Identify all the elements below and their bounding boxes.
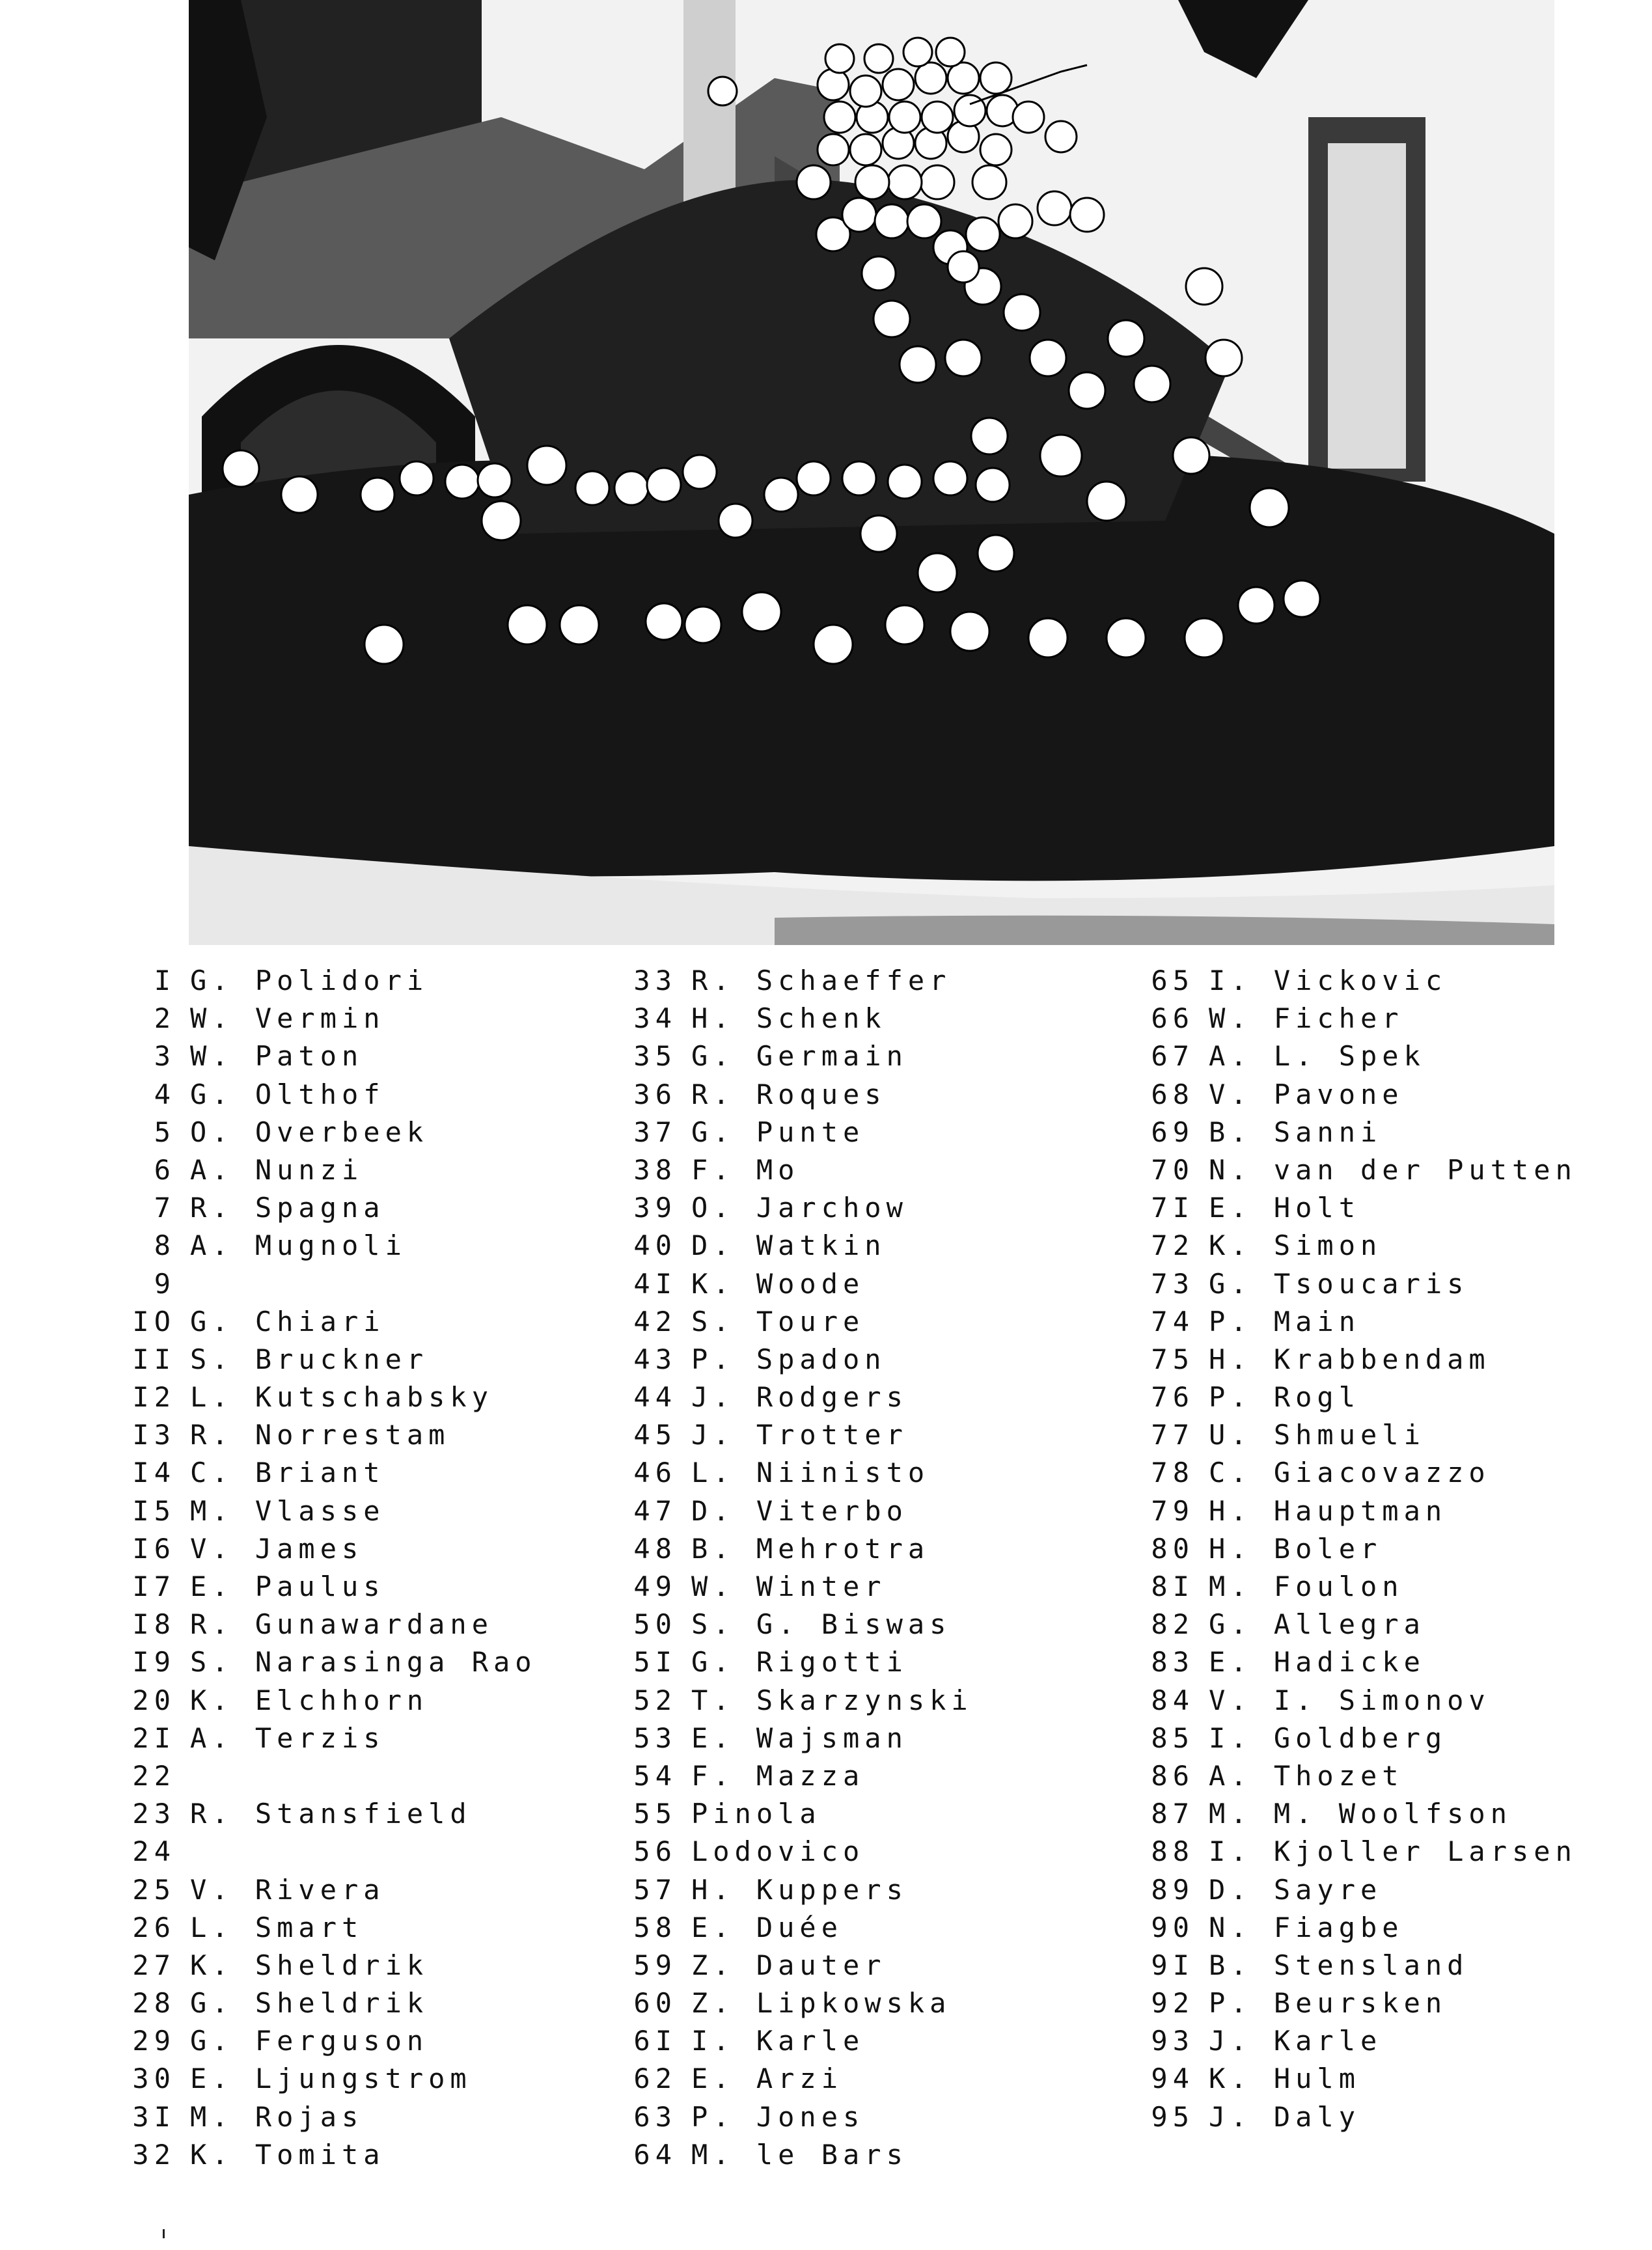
roster-entry <box>124 1720 592 1757</box>
roster-number: 22 <box>132 1759 176 1792</box>
roster-name: Pinola <box>691 1798 821 1830</box>
roster-entry <box>124 1568 592 1606</box>
roster-number: 50 <box>633 1608 677 1641</box>
roster-name: V. Pavone <box>1209 1078 1404 1110</box>
roster-number: 82 <box>1151 1608 1194 1641</box>
roster-entry <box>1142 2098 1598 2136</box>
roster-number: 49 <box>633 1571 677 1602</box>
roster-entry <box>625 1076 1120 1114</box>
roster-name: M. Foulon <box>1209 1571 1404 1602</box>
roster-entry <box>1142 1606 1598 1643</box>
roster-number: 53 <box>633 1722 677 1754</box>
roster-number: 88 <box>1151 1835 1194 1868</box>
roster-number: 93 <box>1151 2025 1194 2057</box>
roster-entry <box>1142 962 1598 1000</box>
roster-name: N. van der Putten <box>1209 1153 1577 1186</box>
roster-number: 95 <box>1151 2100 1194 2133</box>
roster-entry <box>1142 1871 1598 1909</box>
roster-name: K. Hulm <box>1209 2063 1361 2095</box>
roster-number: 7 <box>154 1192 176 1224</box>
roster-number: 69 <box>1151 1116 1194 1148</box>
roster-name: M. M. Woolfson <box>1209 1798 1513 1830</box>
roster-number: 7I <box>1151 1192 1194 1224</box>
roster-name: E. Holt <box>1209 1192 1361 1224</box>
roster-name: U. Shmueli <box>1209 1419 1425 1451</box>
roster-name: D. Viterbo <box>691 1494 908 1527</box>
roster-name: N. Fiagbe <box>1209 1911 1404 1943</box>
roster-entry <box>124 1606 592 1643</box>
roster-entry <box>1142 1303 1598 1341</box>
roster-number: 3 <box>154 1040 176 1073</box>
roster-number: 28 <box>132 1987 176 2020</box>
roster-number: 39 <box>633 1192 677 1224</box>
roster-number: I <box>154 965 176 996</box>
roster-name: R. Stansfield <box>190 1798 472 1830</box>
roster-number: 9I <box>1151 1949 1194 1981</box>
roster-name: V. Rivera <box>190 1873 385 1906</box>
roster-entry <box>625 1606 1120 1643</box>
roster-entry <box>1142 1454 1598 1492</box>
roster-entry <box>124 1909 592 1947</box>
roster-number: 78 <box>1151 1457 1194 1489</box>
roster-name: V. James <box>190 1532 364 1565</box>
roster-number: 57 <box>633 1873 677 1906</box>
roster-entry <box>625 1833 1120 1871</box>
roster-number: 86 <box>1151 1759 1194 1792</box>
roster-entry <box>1142 1265 1598 1303</box>
roster-entry <box>1142 1000 1598 1037</box>
roster-entry <box>124 1303 592 1341</box>
roster-name: G. Punte <box>691 1116 865 1148</box>
roster-entry <box>625 1265 1120 1303</box>
roster-name: K. Elchhorn <box>190 1684 429 1716</box>
roster-number: 36 <box>633 1078 677 1110</box>
roster-number: 76 <box>1151 1381 1194 1414</box>
roster-number: 20 <box>132 1684 176 1716</box>
roster-name: J. Rodgers <box>691 1381 908 1414</box>
roster-name: G. Allegra <box>1209 1608 1425 1641</box>
roster-number: 6 <box>154 1153 176 1186</box>
roster-number: 44 <box>633 1381 677 1414</box>
roster-number: 24 <box>132 1835 176 1868</box>
roster-number: 74 <box>1151 1305 1194 1338</box>
roster-number: 94 <box>1151 2063 1194 2095</box>
roster-entry <box>124 1227 592 1265</box>
roster-number: 52 <box>633 1684 677 1716</box>
roster-number: 70 <box>1151 1153 1194 1186</box>
roster-entry <box>124 1000 592 1037</box>
roster-name: K. Sheldrik <box>190 1949 429 1981</box>
roster-name: P. Main <box>1209 1305 1361 1338</box>
roster-name: H. Boler <box>1209 1532 1383 1565</box>
roster-entry <box>625 1720 1120 1757</box>
roster-entry <box>625 1189 1120 1227</box>
roster-number: II <box>132 1343 176 1375</box>
roster-number: 2I <box>132 1722 176 1754</box>
roster-number: 83 <box>1151 1646 1194 1679</box>
roster-number: 77 <box>1151 1419 1194 1451</box>
roster-name: Lodovico <box>691 1835 865 1868</box>
roster-name: P. Spadon <box>691 1343 887 1375</box>
roster-name: F. Mazza <box>691 1759 865 1792</box>
roster-number: 4 <box>154 1078 176 1110</box>
roster-number: I3 <box>132 1419 176 1451</box>
roster-number: 92 <box>1151 1987 1194 2020</box>
roster-number: 33 <box>633 965 677 996</box>
roster-name: A. Thozet <box>1209 1759 1404 1792</box>
roster-name: O. Overbeek <box>190 1116 429 1148</box>
roster-name: M. Rojas <box>190 2100 364 2133</box>
roster-entry <box>124 1379 592 1416</box>
roster-number: 80 <box>1151 1532 1194 1565</box>
roster-entry <box>625 1303 1120 1341</box>
roster-number: 3I <box>132 2100 176 2133</box>
roster-entry <box>124 1265 592 1303</box>
roster-entry <box>625 1643 1120 1681</box>
roster-name: W. Winter <box>691 1571 887 1602</box>
roster-entry <box>625 1114 1120 1151</box>
roster-number: 30 <box>132 2063 176 2095</box>
roster-name: A. L. Spek <box>1209 1040 1425 1073</box>
roster-name: D. Sayre <box>1209 1873 1383 1906</box>
roster-name: W. Vermin <box>190 1002 385 1035</box>
name-roster <box>124 962 1588 2199</box>
roster-entry <box>124 2136 592 2174</box>
roster-name: K. Tomita <box>190 2138 385 2171</box>
roster-name: H. Hauptman <box>1209 1494 1448 1527</box>
roster-entry <box>1142 1416 1598 1454</box>
roster-entry <box>124 1454 592 1492</box>
roster-entry <box>625 962 1120 1000</box>
roster-entry <box>1142 1189 1598 1227</box>
roster-number: 8I <box>1151 1571 1194 1602</box>
roster-number: 68 <box>1151 1078 1194 1110</box>
roster-entry <box>124 1757 592 1795</box>
roster-entry <box>1142 1984 1598 2022</box>
roster-number: 65 <box>1151 965 1194 996</box>
roster-entry <box>1142 1682 1598 1720</box>
roster-number: 56 <box>633 1835 677 1868</box>
roster-entry <box>625 1568 1120 1606</box>
roster-name: G. Sheldrik <box>190 1987 429 2020</box>
roster-number: 29 <box>132 2025 176 2057</box>
page-mark <box>163 2229 165 2238</box>
roster-name: B. Sanni <box>1209 1116 1383 1148</box>
roster-name: H. Schenk <box>691 1002 887 1035</box>
roster-number: 32 <box>132 2138 176 2171</box>
roster-entry <box>625 2022 1120 2060</box>
roster-number: I5 <box>132 1494 176 1527</box>
roster-name: G. Ferguson <box>190 2025 429 2057</box>
roster-name: I. Karle <box>691 2025 865 2057</box>
roster-entry <box>1142 1492 1598 1530</box>
roster-number: 87 <box>1151 1798 1194 1830</box>
roster-entry <box>1142 2060 1598 2098</box>
roster-entry <box>124 1076 592 1114</box>
roster-entry <box>625 1037 1120 1075</box>
roster-name: L. Niinisto <box>691 1457 930 1489</box>
roster-number: 75 <box>1151 1343 1194 1375</box>
roster-name: P. Rogl <box>1209 1381 1361 1414</box>
roster-entry <box>1142 1947 1598 1984</box>
roster-name: S. Toure <box>691 1305 865 1338</box>
roster-name: D. Watkin <box>691 1229 887 1262</box>
roster-name: S. Narasinga Rao <box>190 1646 537 1679</box>
roster-number: 23 <box>132 1798 176 1830</box>
roster-entry <box>124 1037 592 1075</box>
roster-entry <box>124 1947 592 1984</box>
roster-number: 85 <box>1151 1722 1194 1754</box>
roster-name: G. Tsoucaris <box>1209 1267 1469 1300</box>
roster-name: L. Smart <box>190 1911 364 1943</box>
roster-name: G. Chiari <box>190 1305 385 1338</box>
roster-entry <box>625 1757 1120 1795</box>
roster-name: J. Karle <box>1209 2025 1383 2057</box>
roster-entry <box>625 1151 1120 1189</box>
roster-name: W. Ficher <box>1209 1002 1404 1035</box>
roster-number: 6I <box>633 2025 677 2057</box>
roster-entry <box>625 1682 1120 1720</box>
roster-name: R. Roques <box>691 1078 887 1110</box>
roster-entry <box>124 1643 592 1681</box>
roster-entry <box>1142 1227 1598 1265</box>
roster-name: E. Ljungstrom <box>190 2063 472 2095</box>
roster-number: IO <box>132 1305 176 1338</box>
roster-column-2 <box>625 962 1120 2174</box>
roster-number: 60 <box>633 1987 677 2020</box>
roster-number: 58 <box>633 1911 677 1943</box>
roster-name: K. Woode <box>691 1267 865 1300</box>
roster-number: 5 <box>154 1116 176 1148</box>
roster-name: E. Paulus <box>190 1571 385 1602</box>
roster-number: 45 <box>633 1419 677 1451</box>
roster-name: R. Schaeffer <box>691 965 952 996</box>
roster-name: O. Jarchow <box>691 1192 908 1224</box>
roster-entry <box>124 2022 592 2060</box>
roster-name: P. Jones <box>691 2100 865 2133</box>
roster-entry <box>625 1984 1120 2022</box>
roster-column-3 <box>1142 962 1598 2136</box>
roster-number: 59 <box>633 1949 677 1981</box>
roster-entry <box>124 1833 592 1871</box>
roster-number: 25 <box>132 1873 176 1906</box>
roster-number: 67 <box>1151 1040 1194 1073</box>
roster-number: 62 <box>633 2063 677 2095</box>
roster-name: W. Paton <box>190 1040 364 1073</box>
roster-entry <box>625 1000 1120 1037</box>
roster-number: 2 <box>154 1002 176 1035</box>
roster-entry <box>124 1189 592 1227</box>
roster-entry <box>625 1947 1120 1984</box>
roster-entry <box>625 1341 1120 1379</box>
roster-entry <box>625 1379 1120 1416</box>
roster-name: K. Simon <box>1209 1229 1383 1262</box>
roster-name: S. G. Biswas <box>691 1608 952 1641</box>
roster-number: 46 <box>633 1457 677 1489</box>
roster-name: J. Daly <box>1209 2100 1361 2133</box>
roster-number: 5I <box>633 1646 677 1679</box>
roster-entry <box>625 1416 1120 1454</box>
roster-entry <box>625 2136 1120 2174</box>
group-photo-icon <box>189 0 1554 945</box>
roster-number: 4I <box>633 1267 677 1300</box>
roster-number: 35 <box>633 1040 677 1073</box>
roster-name: L. Kutschabsky <box>190 1381 494 1414</box>
roster-name: Z. Lipkowska <box>691 1987 952 2020</box>
roster-number: 72 <box>1151 1229 1194 1262</box>
roster-entry <box>124 962 592 1000</box>
roster-name: H. Kuppers <box>691 1873 908 1906</box>
roster-number: 79 <box>1151 1494 1194 1527</box>
roster-name: R. Norrestam <box>190 1419 450 1451</box>
roster-number: 90 <box>1151 1911 1194 1943</box>
roster-name: G. Rigotti <box>691 1646 908 1679</box>
roster-number: 73 <box>1151 1267 1194 1300</box>
roster-entry <box>1142 1379 1598 1416</box>
roster-number: I6 <box>132 1532 176 1565</box>
roster-name: C. Briant <box>190 1457 385 1489</box>
roster-entry <box>124 2060 592 2098</box>
roster-number: 40 <box>633 1229 677 1262</box>
roster-name: E. Wajsman <box>691 1722 908 1754</box>
roster-number: 34 <box>633 1002 677 1035</box>
roster-name: H. Krabbendam <box>1209 1343 1491 1375</box>
roster-entry <box>1142 1114 1598 1151</box>
roster-name: A. Nunzi <box>190 1153 364 1186</box>
roster-number: I4 <box>132 1457 176 1489</box>
roster-entry <box>625 2098 1120 2136</box>
roster-entry <box>1142 1151 1598 1189</box>
roster-number: 27 <box>132 1949 176 1981</box>
roster-number: 42 <box>633 1305 677 1338</box>
roster-entry <box>625 1227 1120 1265</box>
roster-name: M. le Bars <box>691 2138 908 2171</box>
roster-entry <box>1142 2022 1598 2060</box>
roster-entry <box>124 2098 592 2136</box>
roster-entry <box>625 1454 1120 1492</box>
roster-entry <box>1142 1795 1598 1833</box>
roster-entry <box>124 1984 592 2022</box>
roster-entry <box>1142 1076 1598 1114</box>
roster-name: I. Kjoller Larsen <box>1209 1835 1577 1868</box>
roster-name: T. Skarzynski <box>691 1684 973 1716</box>
roster-entry <box>625 2060 1120 2098</box>
roster-entry <box>625 1909 1120 1947</box>
roster-name: R. Gunawardane <box>190 1608 494 1641</box>
roster-name: J. Trotter <box>691 1419 908 1451</box>
roster-name: F. Mo <box>691 1153 800 1186</box>
roster-name: P. Beursken <box>1209 1987 1448 2020</box>
roster-number: 55 <box>633 1798 677 1830</box>
roster-name: M. Vlasse <box>190 1494 385 1527</box>
roster-entry <box>625 1871 1120 1909</box>
roster-number: 84 <box>1151 1684 1194 1716</box>
roster-entry <box>625 1795 1120 1833</box>
roster-number: I9 <box>132 1646 176 1679</box>
roster-number: 64 <box>633 2138 677 2171</box>
roster-entry <box>124 1492 592 1530</box>
roster-name: G. Olthof <box>190 1078 385 1110</box>
roster-number: 66 <box>1151 1002 1194 1035</box>
roster-entry <box>1142 1037 1598 1075</box>
group-photo <box>189 0 1554 945</box>
roster-name: V. I. Simonov <box>1209 1684 1491 1716</box>
roster-number: I7 <box>132 1571 176 1602</box>
roster-name: I. Goldberg <box>1209 1722 1448 1754</box>
roster-column-1 <box>124 962 592 2174</box>
roster-entry <box>1142 1720 1598 1757</box>
roster-entry <box>1142 1833 1598 1871</box>
roster-name: S. Bruckner <box>190 1343 429 1375</box>
roster-name: E. Hadicke <box>1209 1646 1425 1679</box>
roster-name: G. Polidori <box>190 965 429 996</box>
roster-number: I8 <box>132 1608 176 1641</box>
roster-entry <box>1142 1909 1598 1947</box>
roster-number: I2 <box>132 1381 176 1414</box>
roster-name: B. Stensland <box>1209 1949 1469 1981</box>
roster-name: A. Terzis <box>190 1722 385 1754</box>
roster-entry <box>124 1682 592 1720</box>
roster-entry <box>1142 1568 1598 1606</box>
roster-number: 63 <box>633 2100 677 2133</box>
roster-entry <box>1142 1530 1598 1568</box>
roster-entry <box>124 1416 592 1454</box>
roster-entry <box>124 1114 592 1151</box>
roster-number: 8 <box>154 1229 176 1262</box>
roster-number: 89 <box>1151 1873 1194 1906</box>
roster-entry <box>124 1151 592 1189</box>
roster-number: 48 <box>633 1532 677 1565</box>
roster-number: 47 <box>633 1494 677 1527</box>
roster-name: Z. Dauter <box>691 1949 887 1981</box>
roster-name: A. Mugnoli <box>190 1229 407 1262</box>
roster-number: 38 <box>633 1153 677 1186</box>
roster-name: E. Arzi <box>691 2063 844 2095</box>
roster-name: R. Spagna <box>190 1192 385 1224</box>
roster-entry <box>124 1795 592 1833</box>
roster-entry <box>625 1530 1120 1568</box>
roster-number: 9 <box>154 1267 176 1300</box>
roster-entry <box>124 1871 592 1909</box>
roster-name: G. Germain <box>691 1040 908 1073</box>
roster-number: 37 <box>633 1116 677 1148</box>
roster-entry <box>1142 1757 1598 1795</box>
roster-entry <box>1142 1341 1598 1379</box>
roster-entry <box>1142 1643 1598 1681</box>
roster-entry <box>124 1341 592 1379</box>
roster-entry <box>625 1492 1120 1530</box>
roster-number: 26 <box>132 1911 176 1943</box>
roster-name: B. Mehrotra <box>691 1532 930 1565</box>
roster-name: I. Vickovic <box>1209 965 1448 996</box>
roster-name: E. Duée <box>691 1911 844 1943</box>
roster-entry <box>124 1530 592 1568</box>
roster-number: 43 <box>633 1343 677 1375</box>
roster-number: 54 <box>633 1759 677 1792</box>
roster-name: C. Giacovazzo <box>1209 1457 1491 1489</box>
